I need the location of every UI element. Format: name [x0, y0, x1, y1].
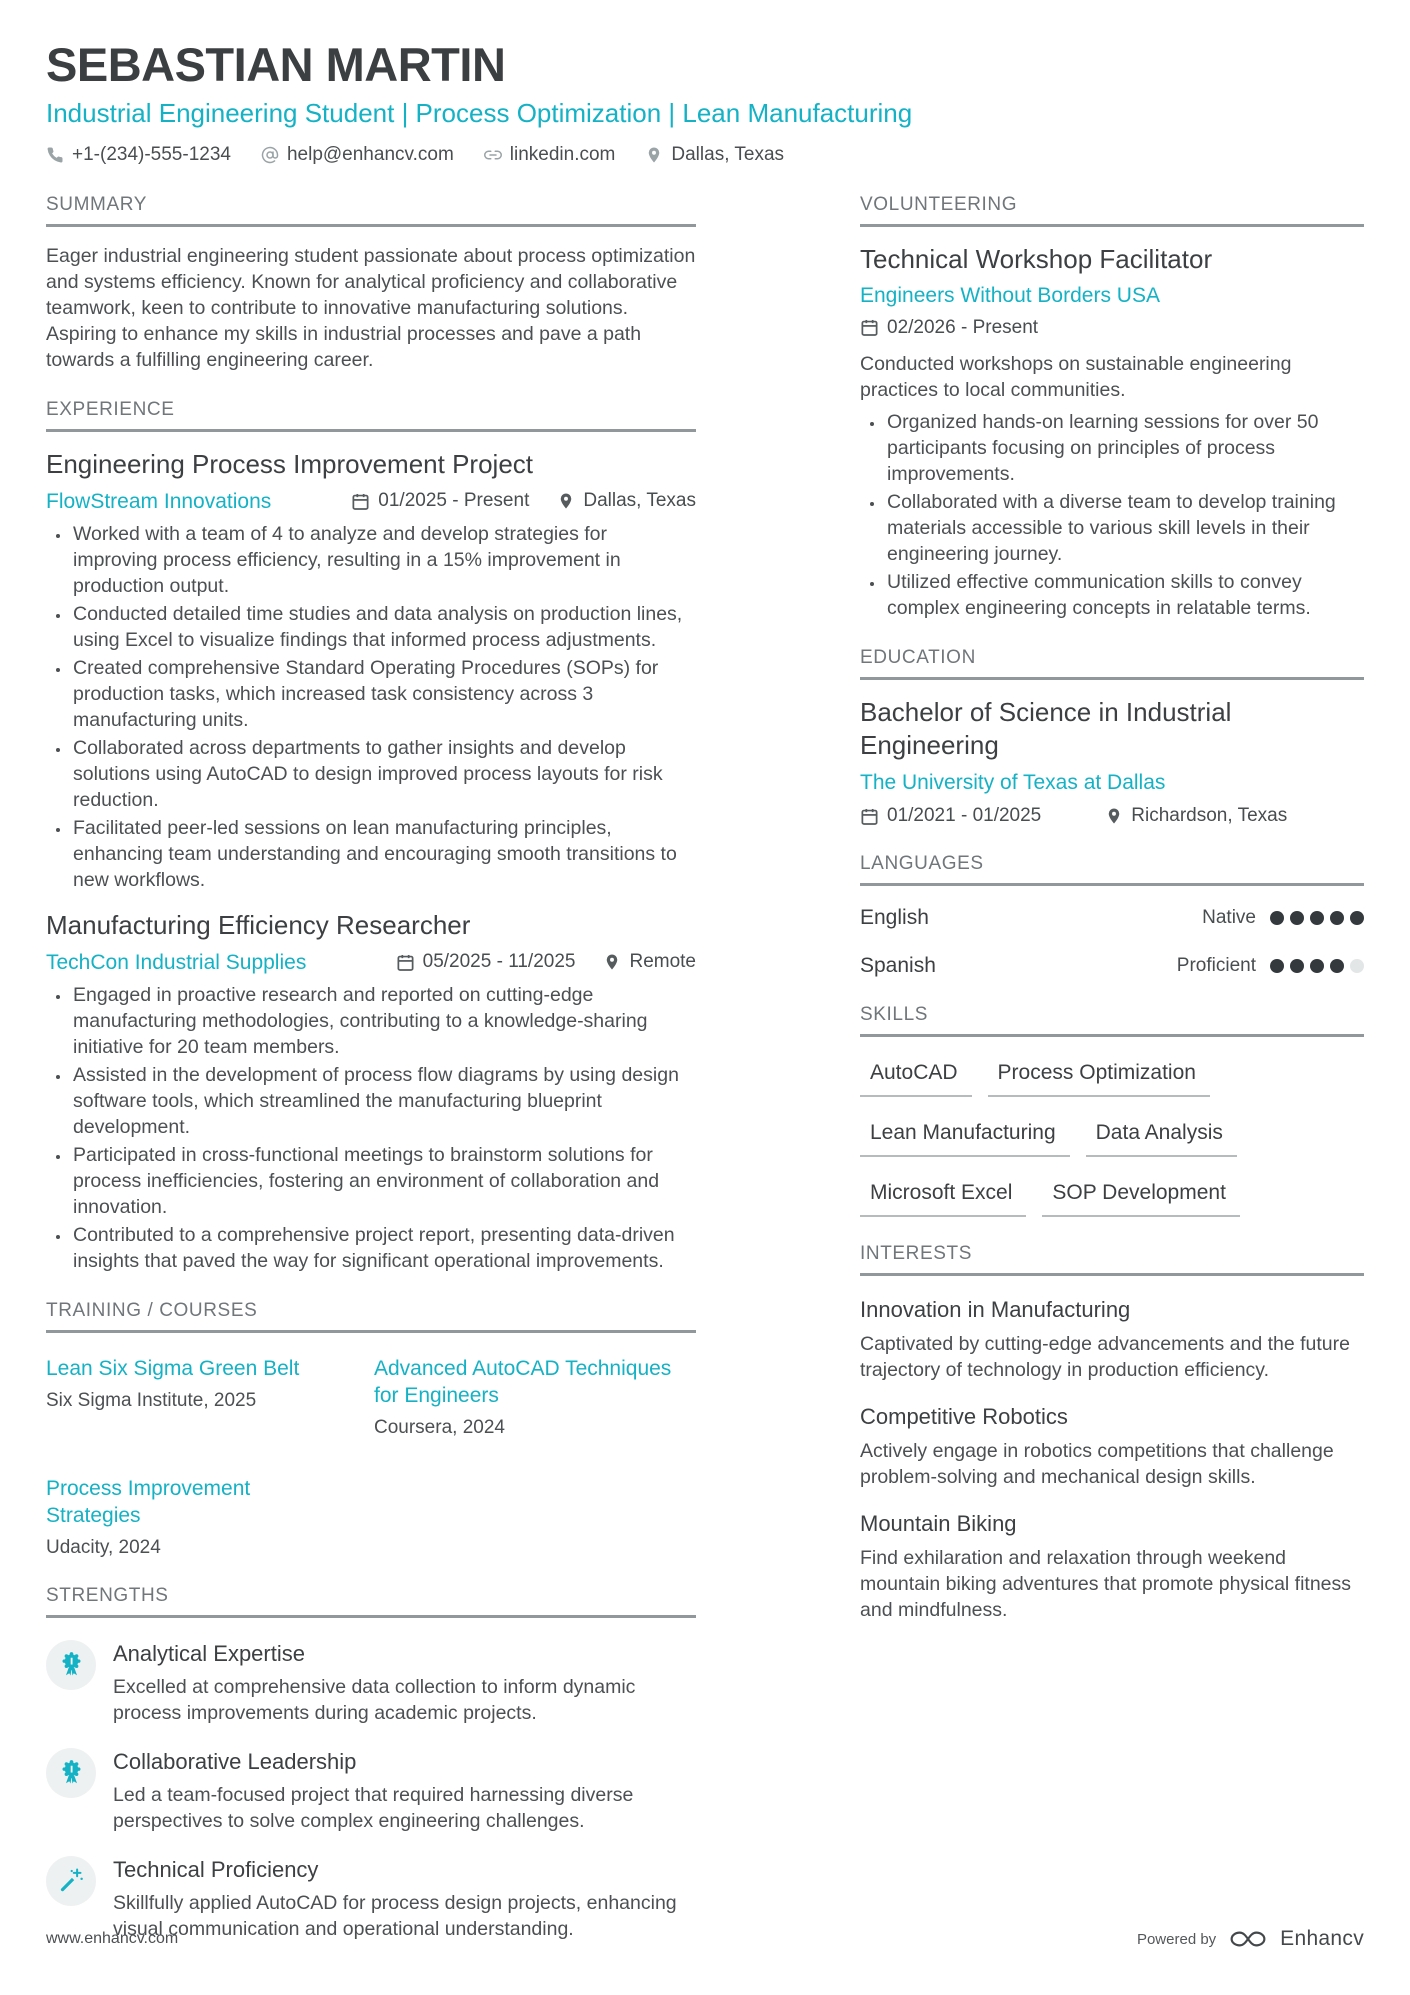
course-provider: Udacity, 2024 — [46, 1536, 161, 1558]
interest-item — [860, 1510, 1364, 1623]
strengths-section — [46, 1585, 696, 1942]
training-heading: TRAINING / COURSES — [46, 1300, 696, 1333]
job-meta-row — [46, 949, 696, 976]
link-contact[interactable] — [484, 144, 616, 166]
linkedin-link[interactable]: linkedin.com — [509, 143, 616, 165]
phone-icon — [46, 146, 64, 164]
interest-title: Competitive Robotics — [860, 1404, 1068, 1430]
skill-tag: Microsoft Excel — [860, 1181, 1026, 1217]
strength-title: Technical Proficiency — [113, 1856, 319, 1882]
skills-heading: SKILLS — [860, 1004, 1364, 1037]
resume-header — [46, 40, 1364, 166]
interest-item — [860, 1296, 1364, 1383]
volunteer-organization: Engineers Without Borders USA — [860, 283, 1160, 307]
languages-section — [860, 853, 1364, 978]
experience-section — [46, 399, 696, 1274]
job-bullet: • Collaborated across departments to gather insights and develop solutions using AutoCAD to design improved process layouts for risk reduction. — [71, 735, 696, 813]
strength-title: Collaborative Leadership — [113, 1748, 357, 1774]
languages-heading: LANGUAGES — [860, 853, 1364, 886]
job-location-text: Remote — [629, 951, 696, 973]
skills-section — [860, 1004, 1364, 1217]
interests-section — [860, 1243, 1364, 1623]
course-title: Process Improvement Strategies — [46, 1476, 251, 1527]
link-icon — [484, 146, 502, 164]
experience-heading: EXPERIENCE — [46, 399, 696, 432]
award-icon — [46, 1640, 96, 1690]
language-rating — [1270, 959, 1364, 973]
strength-text: Led a team-focused project that required harnessing diverse perspectives to solve complex engineering challenges. — [113, 1783, 634, 1832]
interest-title: Mountain Biking — [860, 1511, 1017, 1537]
education-dates-text: 01/2021 - 01/2025 — [887, 805, 1042, 827]
skills-list — [860, 1061, 1364, 1217]
volunteer-bullet: • Collaborated with a diverse team to develop training materials accessible to various skill levels in their engineering journey. — [885, 489, 1364, 567]
job-bullet: • Conducted detailed time studies and data analysis on production lines, using Excel to visualize findings that informed process adjustments. — [71, 601, 696, 653]
job-bullet: • Participated in cross-functional meetings to brainstorm solutions for process inefficiencies, fostering an environment of collaboration and innovation. — [71, 1142, 696, 1220]
strength-text: Skillfully applied AutoCAD for process design projects, enhancing visual communication and operational understanding. — [113, 1891, 677, 1940]
job-bullet: • Worked with a team of 4 to analyze and develop strategies for improving process efficiency, resulting in a 15% improvement in production output. — [71, 521, 696, 599]
job-bullets — [46, 982, 696, 1274]
job-title: Engineering Process Improvement Project — [46, 448, 534, 479]
interest-text: Captivated by cutting-edge advancements and the future trajectory of technology in production efficiency. — [860, 1333, 1350, 1382]
phone-number: +1-(234)-555-1234 — [72, 143, 231, 165]
interests-heading: INTERESTS — [860, 1243, 1364, 1276]
job-bullets — [46, 521, 696, 893]
school-name: The University of Texas at Dallas — [860, 771, 1166, 795]
right-column — [860, 172, 1364, 1942]
summary-section — [46, 194, 696, 373]
language-level: Proficient — [1176, 955, 1256, 977]
strength-body — [113, 1748, 696, 1834]
education-dates — [860, 805, 1041, 827]
enhancv-site-link[interactable]: www.enhancv.com — [46, 1930, 179, 1947]
course-provider: Coursera, 2024 — [374, 1416, 505, 1438]
language-row — [860, 906, 1364, 930]
email-address[interactable]: help@enhancv.com — [286, 143, 454, 165]
volunteer-description: Conducted workshops on sustainable engineering practices to local communities. — [860, 353, 1292, 402]
enhancv-logo-icon — [1228, 1928, 1268, 1950]
job-bullet: • Engaged in proactive research and reported on cutting-edge manufacturing methodologies, contributing to a knowledge-sharing initiative for 20 team members. — [71, 982, 696, 1060]
skill-tag: Process Optimization — [988, 1061, 1210, 1097]
person-name: SEBASTIAN MARTIN — [46, 38, 506, 91]
volunteering-section — [860, 194, 1364, 622]
strength-body — [113, 1640, 696, 1726]
job-entry — [46, 909, 696, 1274]
job-location-text: Dallas, Texas — [583, 490, 696, 512]
course-entry — [46, 1355, 346, 1439]
language-rating — [1270, 911, 1364, 925]
interest-title: Innovation in Manufacturing — [860, 1297, 1131, 1323]
enhancv-brand-name: Enhancv — [1280, 1927, 1364, 1950]
volunteer-role: Technical Workshop Facilitator — [860, 243, 1213, 274]
course-grid — [46, 1355, 696, 1559]
magic-wand-icon — [46, 1856, 96, 1906]
powered-by-block[interactable] — [1137, 1927, 1364, 1951]
skill-tag: SOP Development — [1042, 1181, 1240, 1217]
location-pin-icon — [1105, 807, 1123, 825]
location-pin-icon — [557, 492, 575, 510]
strength-title: Analytical Expertise — [113, 1640, 305, 1666]
page-footer — [46, 1927, 1364, 1951]
location-contact — [645, 144, 784, 166]
left-column — [46, 172, 696, 1942]
degree-title: Bachelor of Science in Industrial Engineering — [860, 697, 1232, 761]
strengths-heading: STRENGTHS — [46, 1585, 696, 1618]
volunteer-bullet: • Organized hands-on learning sessions for over 50 participants focusing on principles of process improvements. — [885, 409, 1364, 487]
calendar-icon — [396, 953, 415, 972]
job-location — [557, 490, 696, 512]
summary-text: Eager industrial engineering student passionate about process optimization and systems efficiency. Known for analytical proficiency and collaborative teamwork, keen to contribute to innovative manufacturing solutions. Aspiring to enhance my skills in industrial processes and pave a path towards a fulfilling engineering career. — [46, 244, 696, 371]
interest-text: Actively engage in robotics competitions that challenge problem-solving and mechanical design skills. — [860, 1440, 1334, 1489]
job-bullet: • Facilitated peer-led sessions on lean manufacturing principles, enhancing team understanding and encouraging smooth transitions to new workflows. — [71, 815, 696, 893]
volunteer-dates-text: 02/2026 - Present — [887, 316, 1039, 338]
volunteer-bullet: • Utilized effective communication skills to convey complex engineering concepts in relatable terms. — [885, 569, 1364, 621]
education-location — [1105, 805, 1287, 827]
course-entry — [374, 1355, 696, 1439]
phone-contact — [46, 144, 231, 166]
job-bullet: • Contributed to a comprehensive project report, presenting data-driven insights that paved the way for significant operational improvements. — [71, 1222, 696, 1274]
award-icon — [46, 1748, 96, 1798]
language-level: Native — [1202, 907, 1256, 929]
job-bullet: • Created comprehensive Standard Operating Procedures (SOPs) for production tasks, which increased task consistency across 3 manufacturing units. — [71, 655, 696, 733]
calendar-icon — [351, 492, 370, 511]
skill-tag: Lean Manufacturing — [860, 1121, 1070, 1157]
strength-item — [46, 1748, 696, 1834]
location-text: Dallas, Texas — [671, 143, 785, 165]
skill-tag: AutoCAD — [860, 1061, 972, 1097]
headline: Industrial Engineering Student | Process Optimization | Lean Manufacturing — [46, 97, 913, 128]
email-contact[interactable] — [261, 144, 454, 166]
skill-tag: Data Analysis — [1086, 1121, 1237, 1157]
course-entry — [46, 1475, 346, 1559]
language-name: English — [860, 906, 929, 930]
education-meta-row — [860, 805, 1364, 827]
education-location-text: Richardson, Texas — [1131, 805, 1288, 827]
volunteering-heading: VOLUNTEERING — [860, 194, 1364, 227]
company-name: FlowStream Innovations — [46, 489, 272, 513]
language-row — [860, 954, 1364, 978]
job-bullet: • Assisted in the development of process flow diagrams by using design software tools, which streamlined the manufacturing blueprint development. — [71, 1062, 696, 1140]
language-name: Spanish — [860, 954, 936, 978]
job-title: Manufacturing Efficiency Researcher — [46, 909, 471, 940]
calendar-icon — [860, 807, 879, 826]
job-location — [603, 951, 696, 973]
volunteer-bullets — [860, 409, 1364, 621]
contact-row — [46, 144, 1364, 166]
interest-text: Find exhilaration and relaxation through weekend mountain biking adventures that promote physical fitness and mindfulness. — [860, 1547, 1352, 1622]
location-pin-icon — [603, 953, 621, 971]
job-meta-row — [46, 488, 696, 515]
location-pin-icon — [645, 146, 663, 164]
job-dates-text: 01/2025 - Present — [378, 490, 530, 512]
job-dates-text: 05/2025 - 11/2025 — [422, 951, 576, 973]
summary-heading: SUMMARY — [46, 194, 696, 227]
education-heading: EDUCATION — [860, 647, 1364, 680]
job-dates — [351, 490, 529, 512]
course-provider: Six Sigma Institute, 2025 — [46, 1389, 257, 1411]
strength-item — [46, 1640, 696, 1726]
course-title: Lean Six Sigma Green Belt — [46, 1356, 300, 1380]
interest-item — [860, 1403, 1364, 1490]
strength-text: Excelled at comprehensive data collection to inform dynamic process improvements during academic projects. — [113, 1675, 636, 1724]
training-section — [46, 1300, 696, 1559]
at-icon — [261, 146, 279, 164]
company-name: TechCon Industrial Supplies — [46, 950, 307, 974]
course-title: Advanced AutoCAD Techniques for Engineers — [374, 1356, 672, 1407]
powered-by-label: Powered by — [1136, 1930, 1217, 1948]
job-entry — [46, 448, 696, 893]
volunteer-dates — [860, 317, 1038, 339]
education-section — [860, 647, 1364, 827]
job-dates — [396, 951, 576, 973]
calendar-icon — [860, 318, 879, 337]
